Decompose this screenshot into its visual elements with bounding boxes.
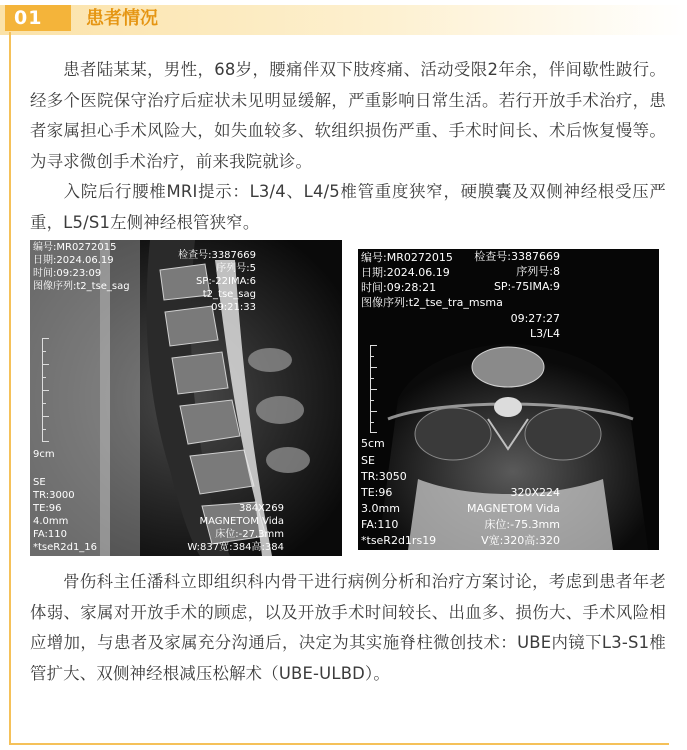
mri-sag-seq-time: 09:21:33 — [211, 302, 256, 313]
paragraph-text: 入院后行腰椎MRI提示：L3/4、L4/5椎管重度狭窄，硬膜囊及双侧神经根受压严重，L5/S1左侧神经根管狭窄。 — [30, 182, 666, 232]
mri-ax-scale-ruler — [370, 345, 377, 433]
mri-sag-window: W:837宽:384高:384 — [187, 542, 284, 553]
mri-sag-series-label: 图像序列:t2_tse_sag — [33, 281, 130, 292]
frame-left-border — [9, 32, 11, 744]
mri-ax-tr: TR:3050 — [361, 470, 407, 483]
mri-ax-exam-no: 检查号:3387669 — [474, 250, 560, 263]
mri-sag-id: 编号:MR0272015 — [33, 242, 117, 253]
mri-ax-time: 时间:09:28:21 — [361, 281, 437, 294]
mri-sag-seq-name: t2_tse_sag — [202, 289, 256, 300]
mri-ax-sp: SP:-75IMA:9 — [493, 280, 560, 293]
mri-sag-exam-no: 检查号:3387669 — [178, 250, 256, 261]
mri-ax-bed: 床位:-75.3mm — [484, 518, 560, 531]
mri-ax-te: TE:96 — [361, 486, 393, 499]
section-number: 01 — [5, 5, 71, 31]
mri-ax-id: 编号:MR0272015 — [361, 251, 453, 264]
mri-sag-date: 日期:2024.06.19 — [33, 255, 114, 266]
mri-ax-series-label: 图像序列:t2_tse_tra_msma — [361, 296, 503, 309]
mri-ax-seq: *tseR2d1rs19 — [361, 534, 437, 547]
paragraph-mri-findings — [30, 177, 666, 238]
mri-sag-tr: TR:3000 — [33, 490, 75, 501]
mri-ax-thickness: 3.0mm — [361, 502, 400, 515]
paragraph-text: 骨伤科主任潘科立即组织科内骨干进行病例分析和治疗方案讨论，考虑到患者年老体弱、家属对开放手术的顾虑，以及开放手术时间较长、出血多、损伤大、手术风险相应增加，与患者及家属充分沟通后，决定为其实施脊柱微创技术：UBE内镜下L3-S1椎管扩大、双侧神经根减压松解术（UBE-ULBD）。 — [30, 572, 666, 683]
frame-bottom-border — [9, 743, 669, 745]
mri-sag-se: SE — [33, 477, 46, 488]
mri-ax-scale: 5cm — [361, 437, 385, 450]
mri-ax-series-no: 序列号:8 — [516, 265, 560, 278]
mri-sag-bed: 床位:-27.3mm — [215, 529, 284, 540]
mri-ax-window: V宽:320高:320 — [481, 534, 560, 547]
mri-sag-sp: SP:-22IMA:6 — [195, 276, 256, 287]
mri-sag-scale-ruler — [42, 338, 49, 442]
paragraph-text: 患者陆某某，男性，68岁，腰痛伴双下肢疼痛、活动受限2年余，伴间歇性跛行。经多个医院保守治疗后症状未见明显缓解，严重影响日常生活。若行开放手术治疗，患者家属担心手术风险大，如失血较多、软组织损伤严重、手术时间长、术后恢复慢等。为寻求微创手术治疗，前来我院就诊。 — [30, 60, 666, 171]
mri-sag-fa: FA:110 — [33, 529, 67, 540]
mri-ax-seq-time: 09:27:27 — [510, 312, 560, 325]
mri-sag-scale: 9cm — [33, 449, 55, 460]
mri-ax-date: 日期:2024.06.19 — [361, 266, 450, 279]
mri-sag-seq: *tseR2d1_16 — [33, 542, 98, 553]
mri-sag-te: TE:96 — [33, 503, 62, 514]
mri-ax-se: SE — [361, 454, 375, 467]
mri-sag-series-no: 序列号:5 — [216, 263, 256, 274]
section-title: 患者情况 — [86, 8, 158, 29]
paragraph-patient-history — [30, 55, 666, 177]
mri-sag-matrix: 384X269 — [238, 503, 284, 514]
mri-ax-scanner: MAGNETOM Vida — [467, 502, 560, 515]
paragraph-treatment-plan — [30, 567, 666, 689]
mri-ax-level: L3/L4 — [530, 327, 560, 340]
mri-ax-matrix: 320X224 — [510, 486, 560, 499]
mri-sag-time: 时间:09:23:09 — [33, 268, 102, 279]
mri-axial-image — [358, 249, 659, 550]
mri-sag-scanner: MAGNETOM Vida — [199, 516, 284, 527]
mri-ax-fa: FA:110 — [361, 518, 399, 531]
mri-sag-thickness: 4.0mm — [33, 516, 69, 527]
mri-sagittal-image — [30, 240, 342, 556]
